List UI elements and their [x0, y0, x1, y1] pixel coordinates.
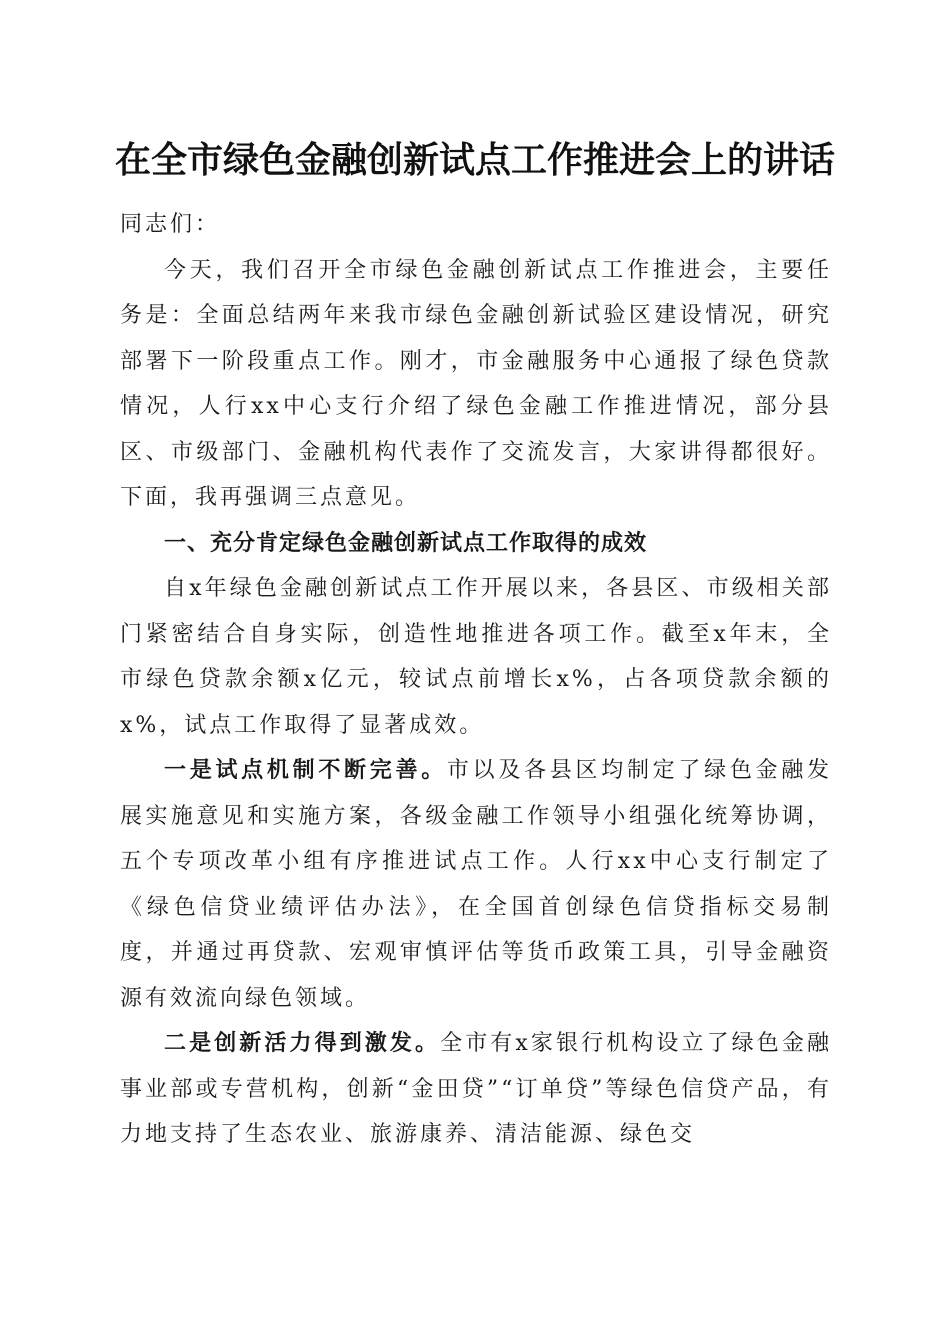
paragraph-opening: 今天，我们召开全市绿色金融创新试点工作推进会，主要任务是：全面总结两年来我市绿色金融创新试验区建设情况，研究部署下一阶段重点工作。刚才，市金融服务中心通报了绿色贷款情况，人行xx中心支行介绍了绿色金融工作推进情况，部分县区、市级部门、金融机构代表作了交流发言，大家讲得都很好。下面，我再强调三点意见。 — [120, 257, 832, 510]
paragraph-lead-mechanism: 一是试点机制不断完善。 — [164, 757, 447, 783]
paragraph-achievements: 自x年绿色金融创新试点工作开展以来，各县区、市级相关部门紧密结合自身实际，创造性地推进各项工作。截至x年末，全市绿色贷款余额x亿元，较试点前增长x%，占各项贷款余额的x%，试点工作取得了显著成效。 — [120, 576, 832, 738]
salutation: 同志们： — [120, 212, 221, 237]
document-title: 在全市绿色金融创新试点工作推进会上的讲话 — [114, 139, 835, 181]
paragraph-text-innovation: 全市有x家银行机构设立了绿色金融事业部或专营机构，创新“金田贷”“订单贷”等绿色信贷产品，有力地支持了生态农业、旅游康养、清洁能源、绿色交 — [120, 1031, 832, 1147]
paragraph-innovation — [120, 1021, 832, 1158]
paragraph-lead-innovation: 二是创新活力得到激发。 — [164, 1030, 441, 1056]
document-body — [120, 202, 832, 1158]
paragraph-text-mechanism: 市以及各县区均制定了绿色金融发展实施意见和实施方案，各级金融工作领导小组强化统筹协调，五个专项改革小组有序推进试点工作。人行xx中心支行制定了《绿色信贷业绩评估办法》，在全国首创绿色信贷指标交易制度，并通过再贷款、宏观审慎评估等货币政策工具，引导金融资源有效流向绿色领域。 — [120, 758, 832, 1011]
section-heading-1: 一、充分肯定绿色金融创新试点工作取得的成效 — [164, 530, 648, 556]
paragraph-mechanism — [120, 748, 832, 1021]
